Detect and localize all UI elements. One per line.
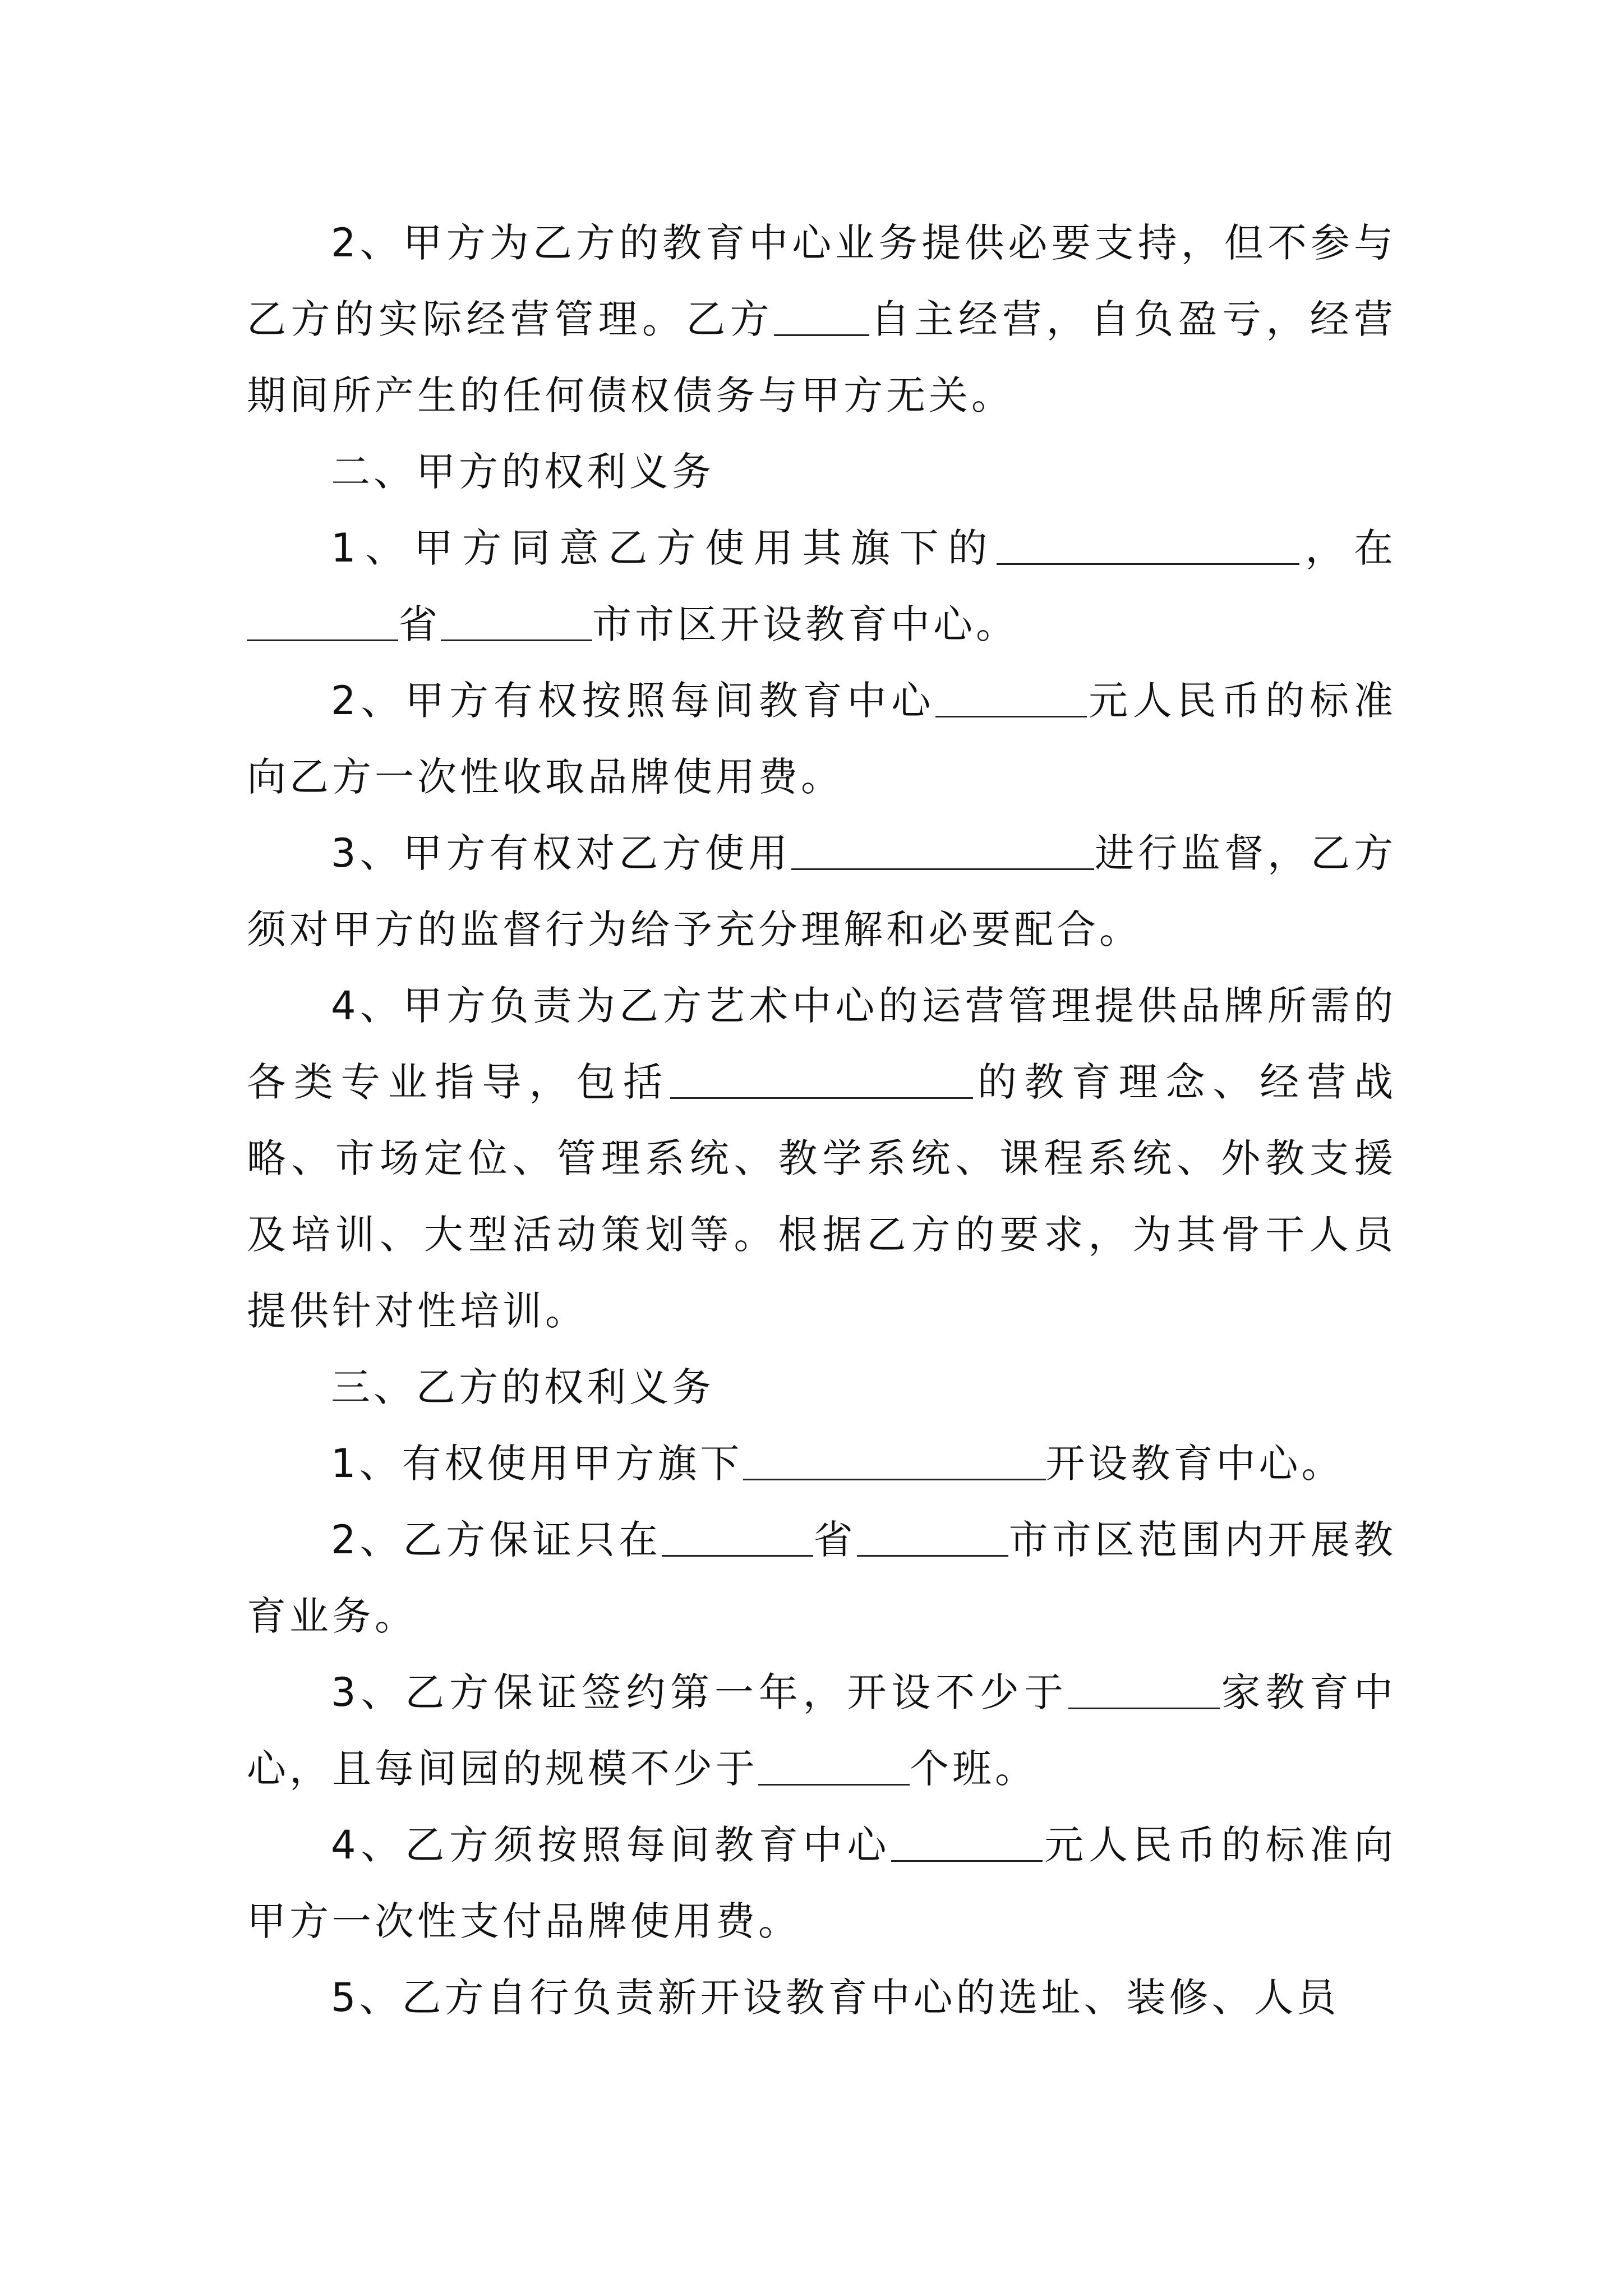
paragraph-6 <box>247 968 1396 1349</box>
paragraph-8 <box>247 1425 1396 1502</box>
section-heading-party-b <box>247 1349 1396 1425</box>
text-segment: 家教育中心，且每间园的规模不少于 <box>247 1669 1396 1792</box>
text-segment: 省 <box>398 601 441 647</box>
paragraph-1 <box>247 205 1396 434</box>
text-segment: 市市区开设教育中心。 <box>592 601 1018 647</box>
blank-underline <box>774 295 869 336</box>
blank-underline <box>441 600 592 641</box>
text-segment: 3、甲方有权对乙方使用 <box>331 830 792 876</box>
text-segment: 元人民币的标准向乙方一次性收取品牌使用费。 <box>247 678 1396 800</box>
blank-underline <box>758 1745 910 1786</box>
blank-underline <box>935 677 1087 717</box>
text-segment: 4、甲方负责为乙方艺术中心的运营管理提供品牌所需的各类专业指导，包括 <box>247 983 1396 1105</box>
text-segment: 2、甲方有权按照每间教育中心 <box>331 678 936 724</box>
text-segment: 2、甲方为乙方的教育中心业务提供必要支持，但不参与乙方的实际经营管理。乙方 <box>247 220 1396 342</box>
text-segment: 省 <box>813 1517 857 1563</box>
blank-underline <box>857 1516 1008 1557</box>
blank-underline <box>670 1058 973 1099</box>
section-heading-party-a <box>247 434 1396 510</box>
contract-text <box>247 205 1396 2036</box>
text-segment: 进行监督，乙方须对甲方的监督行为给予充分理解和必要配合。 <box>247 830 1396 953</box>
text-segment: ，在 <box>1299 525 1396 571</box>
paragraph-5 <box>247 815 1396 968</box>
text-segment: 5、乙方自行负责新开设教育中心的选址、装修、人员 <box>331 1975 1340 2021</box>
text-segment: 自主经营，自负盈亏，经营期间所产生的任何债权债务与甲方无关。 <box>247 296 1396 418</box>
paragraph-11 <box>247 1807 1396 1959</box>
text-segment: 1、甲方同意乙方使用其旗下的 <box>331 525 997 571</box>
text-segment: 2、乙方保证只在 <box>331 1517 662 1563</box>
blank-underline <box>997 524 1299 565</box>
blank-underline <box>791 829 1094 870</box>
text-segment: 市市区范围内开展教育业务。 <box>247 1517 1397 1639</box>
text-segment: 元人民币的标准向甲方一次性支付品牌使用费。 <box>247 1822 1396 1944</box>
blank-underline <box>743 1439 1046 1480</box>
text-segment: 开设教育中心。 <box>1045 1441 1344 1487</box>
text-segment: 4、乙方须按照每间教育中心 <box>331 1822 892 1868</box>
text-segment: 1、有权使用甲方旗下 <box>331 1441 743 1487</box>
blank-underline <box>247 600 398 641</box>
paragraph-10 <box>247 1654 1396 1807</box>
text-segment: 的教育理念、经营战略、市场定位、管理系统、教学系统、课程系统、外教支援及培训、大型活动策划等。根据乙方的要求，为其骨干人员提供针对性培训。 <box>247 1059 1396 1334</box>
blank-underline <box>891 1821 1043 1862</box>
paragraph-9 <box>247 1502 1396 1654</box>
blank-underline <box>662 1516 813 1557</box>
heading-text: 二、甲方的权利义务 <box>331 449 714 495</box>
paragraph-4 <box>247 662 1396 815</box>
paragraph-3 <box>247 510 1396 662</box>
blank-underline <box>1068 1668 1220 1709</box>
text-segment: 个班。 <box>910 1746 1038 1792</box>
text-segment: 3、乙方保证签约第一年，开设不少于 <box>331 1669 1068 1715</box>
paragraph-12 <box>247 1959 1396 2036</box>
heading-text: 三、乙方的权利义务 <box>331 1364 714 1410</box>
